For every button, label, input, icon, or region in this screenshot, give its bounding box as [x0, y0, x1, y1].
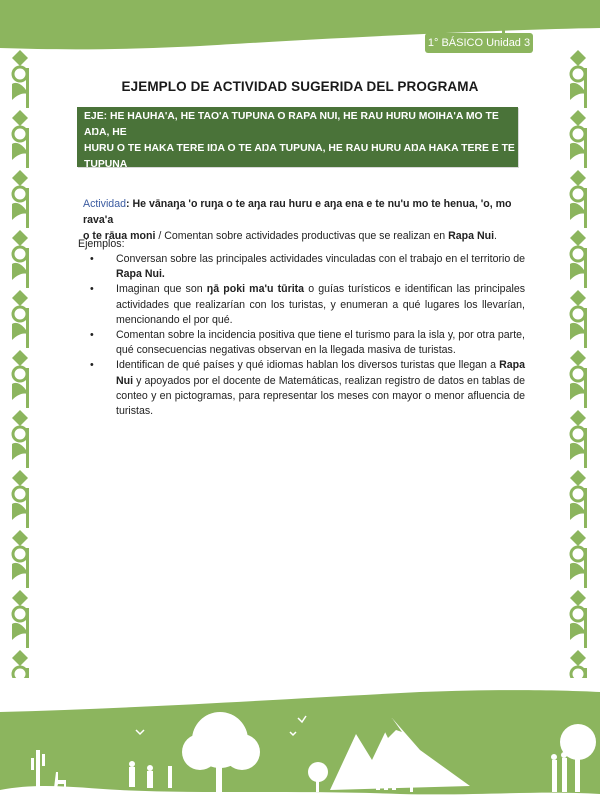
page-title: EJEMPLO DE ACTIVIDAD SUGERIDA DEL PROGRAMA [121, 79, 479, 94]
actividad-label: Actividad [83, 198, 126, 210]
item-bold: ŋā poki ma'u tūrita [206, 283, 305, 296]
actividad-colon: : [126, 198, 130, 210]
item-text: Conversan sobre las principales actividades vinculadas con el trabajo en el territorio de [116, 253, 525, 265]
item-text: Imaginan que son [116, 283, 207, 296]
bullet-icon: • [90, 283, 94, 296]
item-text: Comentan sobre la incidencia positiva que tiene el turismo para la isla y, por otra parte, qué consecuencias negativas observan en la llegada masiva de turistas. [116, 329, 525, 357]
item-text: Identifican de qué países y qué idiomas hablan los diversos turistas que llegan a [116, 359, 500, 372]
item-text-after: y apoyados por el docente de Matemáticas, realizan registro de datos en tablas de conteo y en pictogramas, para representar los meses con mayor o menor afluencia de turistas. [116, 374, 525, 418]
item-bold: Rapa Nui. [116, 268, 165, 281]
actividad-end: . [494, 230, 497, 242]
actividad-rapanui-text: He vānaŋa 'o ruŋa o te aŋa rau huru e aŋa ena e te nu'u mo te henua, 'o, mo rava'a [83, 198, 512, 226]
unit-badge: 1° BÁSICO Unidad 3 [425, 33, 533, 53]
eje-line: / PATRIMONIO, TECNOLOGÍAS, TÉCNICAS, CIENCIAS Y ARTES ANCESTRALES. [84, 175, 482, 186]
bullet-icon: • [90, 359, 94, 372]
eje-box [77, 107, 518, 186]
item-bold: Rapa Nui [116, 359, 525, 387]
bullet-icon: • [90, 253, 94, 265]
actividad-spanish-text: / Comentan sobre actividades productivas que se realizan en [155, 230, 449, 242]
footer-landscape-band [0, 690, 600, 800]
list-item [90, 252, 525, 282]
list-item [90, 358, 525, 419]
list-item [90, 282, 525, 328]
actividad-rapanui-text-2: o te rāua moni [83, 230, 156, 242]
actividad-paragraph [83, 196, 533, 244]
examples-list [90, 252, 525, 419]
list-item [90, 328, 525, 358]
examples-label: Ejemplos: [78, 238, 125, 250]
left-ornament-border [8, 48, 32, 678]
eje-line: EJE: HE HAUHA'A, HE TAO'A TUPUNA O RAPA NUI, HE RAU HURU MOIHA'A MO TE AŊA, HE [84, 111, 499, 138]
item-text-after: o guías turísticos e identifican las principales actividades que realizarían con los turistas, y enumeran a qué lugares los llevarían, mencionando el por qué. [116, 283, 526, 326]
right-ornament-border [566, 48, 590, 678]
eje-line: HURU O TE HAKA TERE IŊA O TE AŊA TUPUNA, HE RAU HURU AŊA HAKA TERE E TE TUPUNA [84, 143, 515, 170]
bullet-icon: • [90, 329, 94, 342]
actividad-place: Rapa Nui [448, 230, 495, 242]
